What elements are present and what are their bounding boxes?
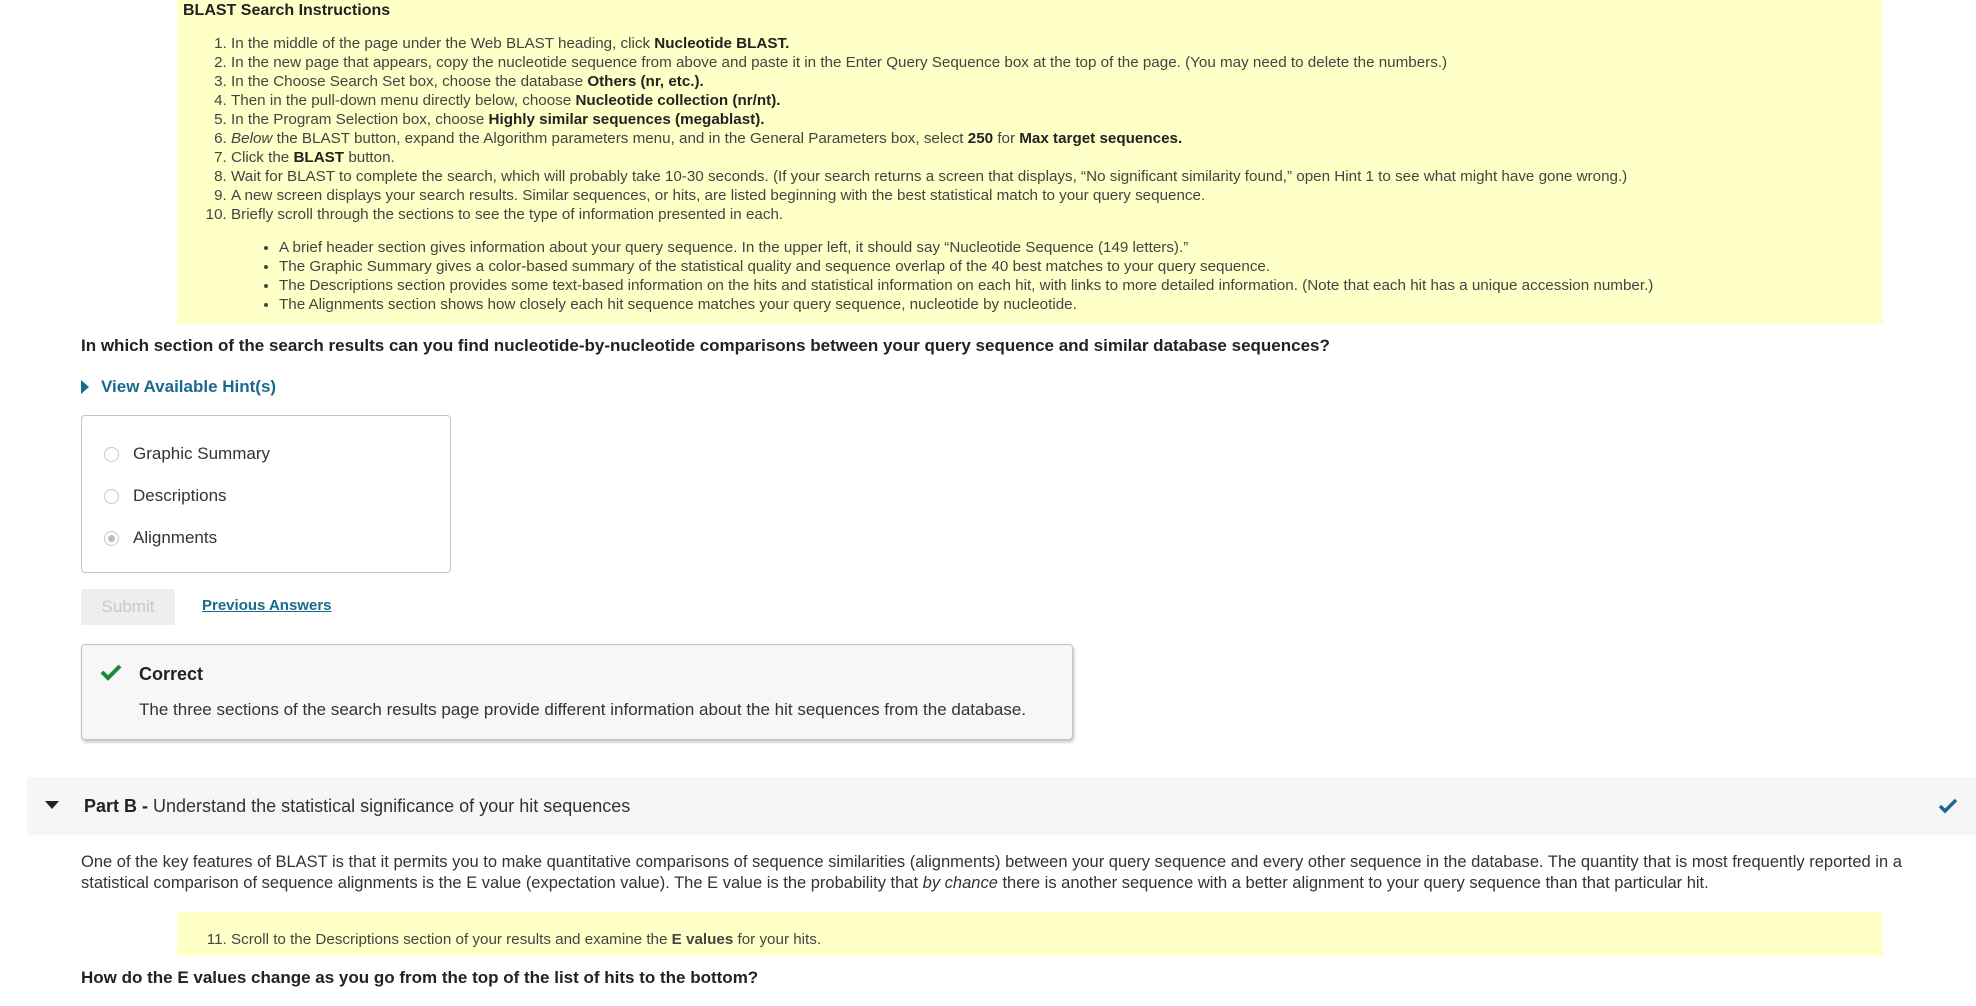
part-b-intro: One of the key features of BLAST is that it permits you to make quantitative comparisons of sequence similarities (alignments) between your query sequence and every other sequence in the database. The quantity that is most frequently reported in a statistical comparison of sequence alignments is the E value (expectation value). The E value is the probability that by chance there is another sequence with a better alignment to your query sequence than that particular hit.: [81, 853, 1902, 892]
view-hints-label: View Available Hint(s): [101, 377, 277, 396]
step-10: 10. Briefly scroll through the sections to see the type of information presented in each. • A brief header section gives information about your query sequence. In the upper left, it should say “Nucleotide Sequence (149 letters).” • The Graphic Summary gives a color-based summary of the statistical quality and sequence overlap of the 40 best matches to your query sequence. • The Descriptions section provides some text-based information on the hits and statistical information on each hit, with links to more detailed information. (Note that each hit has a unique accession number.) • The Alignments section shows how closely each hit sequence matches your query sequence, nucleotide by nucleotide.: [231, 205, 1871, 314]
step-5: 5. In the Program Selection box, choose Highly similar sequences (megablast).: [231, 110, 1871, 129]
instructions-title: BLAST Search Instructions: [183, 2, 391, 19]
caret-right-icon: [81, 380, 89, 394]
step-2: 2. In the new page that appears, copy the nucleotide sequence from above and paste it in the Enter Query Sequence box at the top of the page. (You may need to delete the numbers.): [231, 53, 1871, 72]
radio-button[interactable]: [104, 489, 119, 504]
part-b-header[interactable]: [27, 777, 1976, 835]
previous-answers-link[interactable]: Previous Answers: [202, 597, 332, 614]
step-9: 9. A new screen displays your search results. Similar sequences, or hits, are listed beginning with the best statistical match to your query sequence.: [231, 186, 1871, 205]
step-3: 3. In the Choose Search Set box, choose the database Others (nr, etc.).: [231, 72, 1871, 91]
step-10-bullets: [231, 238, 1871, 314]
feedback-message: The three sections of the search results page provide different information about the hit sequences from the database.: [139, 700, 1027, 719]
bullet-alignments: • The Alignments section shows how closely each hit sequence matches your query sequence, nucleotide by nucleotide.: [279, 295, 1871, 314]
feedback-title: Correct: [139, 664, 204, 684]
question-part-b: How do the E values change as you go from the top of the list of hits to the bottom?: [81, 968, 759, 987]
feedback-box: [81, 644, 1073, 740]
part-b-title: Part B - Understand the statistical significance of your hit sequences: [84, 796, 631, 816]
step-1: 1. In the middle of the page under the Web BLAST heading, click Nucleotide BLAST.: [231, 34, 1871, 53]
caret-down-icon[interactable]: [45, 801, 59, 809]
view-hints-toggle[interactable]: [81, 377, 276, 397]
blast-instructions-box: [177, 0, 1883, 324]
radio-button[interactable]: [104, 447, 119, 462]
step-11: 11. Scroll to the Descriptions section of your results and examine the E values for your hits.: [231, 931, 821, 948]
step-11-box: [177, 912, 1883, 956]
bullet-graphic-summary: • The Graphic Summary gives a color-based summary of the statistical quality and sequence overlap of the 40 best matches to your query sequence.: [279, 257, 1871, 276]
answer-choices: [81, 415, 451, 573]
checkmark-icon: [1938, 797, 1958, 815]
step-6: 6. Below the BLAST button, expand the Algorithm parameters menu, and in the General Parameters box, select 250 for Max target sequences.: [231, 129, 1871, 148]
step-4: 4. Then in the pull-down menu directly below, choose Nucleotide collection (nr/nt).: [231, 91, 1871, 110]
radio-button-selected[interactable]: [104, 531, 119, 546]
checkmark-icon: [100, 663, 122, 681]
step-8: 8. Wait for BLAST to complete the search, which will probably take 10-30 seconds. (If your search returns a screen that displays, “No significant similarity found,” open Hint 1 to see what might have gone wrong.): [231, 167, 1871, 186]
choice-descriptions[interactable]: Descriptions: [104, 486, 227, 506]
question-part-a: In which section of the search results can you find nucleotide-by-nucleotide comparisons between your query sequence and similar database sequences?: [81, 336, 1330, 355]
step-7: 7. Click the BLAST button.: [231, 148, 1871, 167]
submit-button[interactable]: Submit: [81, 589, 175, 625]
choice-alignments[interactable]: Alignments: [104, 528, 217, 548]
instruction-steps: [177, 34, 1871, 314]
step-11-list: [177, 931, 821, 948]
choice-graphic-summary[interactable]: Graphic Summary: [104, 444, 270, 464]
bullet-descriptions: • The Descriptions section provides some text-based information on the hits and statistical information on each hit, with links to more detailed information. (Note that each hit has a unique accession number.): [279, 276, 1871, 295]
bullet-header-section: • A brief header section gives information about your query sequence. In the upper left, it should say “Nucleotide Sequence (149 letters).”: [279, 238, 1871, 257]
